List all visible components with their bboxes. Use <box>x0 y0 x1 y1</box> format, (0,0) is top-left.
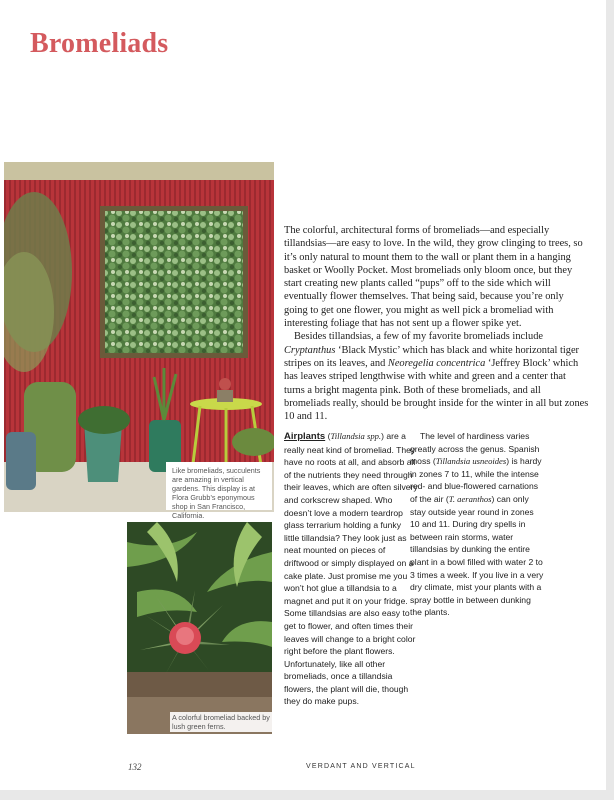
airplants-heading: Airplants <box>284 431 326 442</box>
intro-text <box>284 224 589 423</box>
succulent-wall-photo <box>4 162 274 512</box>
airplants-body: are a really neat kind of bromeliad. They have no roots at all, and absorb all of the nutrients they need through their leaves, which are often silvery and corkscrew shaped. Who doesn’t love a modern teardrop glass terrarium holding a funky little tillandsia? They look just as neat mounted on pieces of driftwood or simply displayed on a cake plate. Just promise me you won’t hot glue a tillandsia to a magnet and put it on your fridge. Some tillandsias are also easy to get to flower, and often times their leaves will change to a bright color right before the plant flowers. Unfortunately, like all other bromeliads, once a tillandsia flowers, the plant will die, though they do make pups. <box>284 431 418 707</box>
page-edge-right <box>606 0 614 800</box>
running-footer: VERDANT AND VERTICAL <box>306 763 416 770</box>
photo2-caption: A colorful bromeliad backed by lush green ferns. <box>170 712 274 732</box>
page-edge-bottom <box>0 790 614 800</box>
tillandsia-spp-name: Tillandsia spp. <box>330 431 382 441</box>
bromeliad-ferns-photo <box>127 522 272 734</box>
airplants-column: Airplants (Tillandsia spp.) are a really neat kind of bromeliad. They have no roots at all, and absorb all of the nutrients they need through their leaves, which are often silvery and corkscrew shaped. Who doesn’t love a modern teardrop glass terrarium holding a funky little tillandsia? They look just as neat mounted on pieces of driftwood or simply displayed on a cake plate. Just promise me you won’t hot glue a tillandsia to a magnet and put it on your fridge. Some tillandsias are also easy to get to flower, and often times their leaves will change to a bright color right before the plant flowers. Unfortunately, like all other bromeliads, once a tillandsia flowers, the plant will die, though they do make pups. <box>284 431 418 707</box>
cryptanthus-name: Cryptanthus <box>284 344 336 356</box>
hardiness-column: The level of hardiness varies greatly across the genus. Spanish moss (Tillandsia usneoides) is hardy in zones 7 to 11, while the intense red- and blue-flowered carnations of the air (T. aeranthos) can only stay outside year round in zones 10 and 11. During dry spells in between rain storms, water tillandsias by dunking the entire plant in a bowl filled with water 2 to 3 times a week. If you live in a very dry climate, mist your plants with a spray bottle in between dunking the plants. <box>410 431 544 618</box>
intro-paragraph-1: The colorful, architectural forms of bromeliads—and especially tillandsias—are easy to love. In the wild, they grow clinging to trees, so it’s only natural to mount them to the wall or plant them in a hanging basket or Woolly Pocket. Most bromeliads only bloom once, but they start creating new plants called “pups” off to the side which will eventually flower themselves. That being said, because you’re only going to get one flower, you might as well pick a bromeliad with interesting foliage that has not sent up a flower spike yet. <box>284 225 583 330</box>
neoregelia-name: Neoregelia concentrica <box>387 357 486 369</box>
page-title: Bromeliads <box>30 28 169 59</box>
t-aeranthos-name: T. aeranthos <box>448 493 492 504</box>
tillandsia-usneoides-name: Tillandsia usneoides <box>435 456 507 467</box>
page-number: 132 <box>128 762 142 772</box>
photo1-caption: Like bromeliads, succulents are amazing in vertical gardens. This display is at Flora Grubb’s eponymous shop in San Francisco, California. <box>166 462 272 510</box>
intro-paragraph-2: Besides tillandsias, a few of my favorite bromeliads include Cryptanthus ‘Black Mystic’ which has black and white horizontal tiger stripes on its leaves, and Neoregelia concentrica ‘Jeffrey Block’ which has leaves striped lengthwise with white and green and a center that turns a bright magenta pink. Both of these bromeliads, and all bromeliads really, should be brought inside for the winter in all but zones 10 and 11. <box>284 331 589 423</box>
